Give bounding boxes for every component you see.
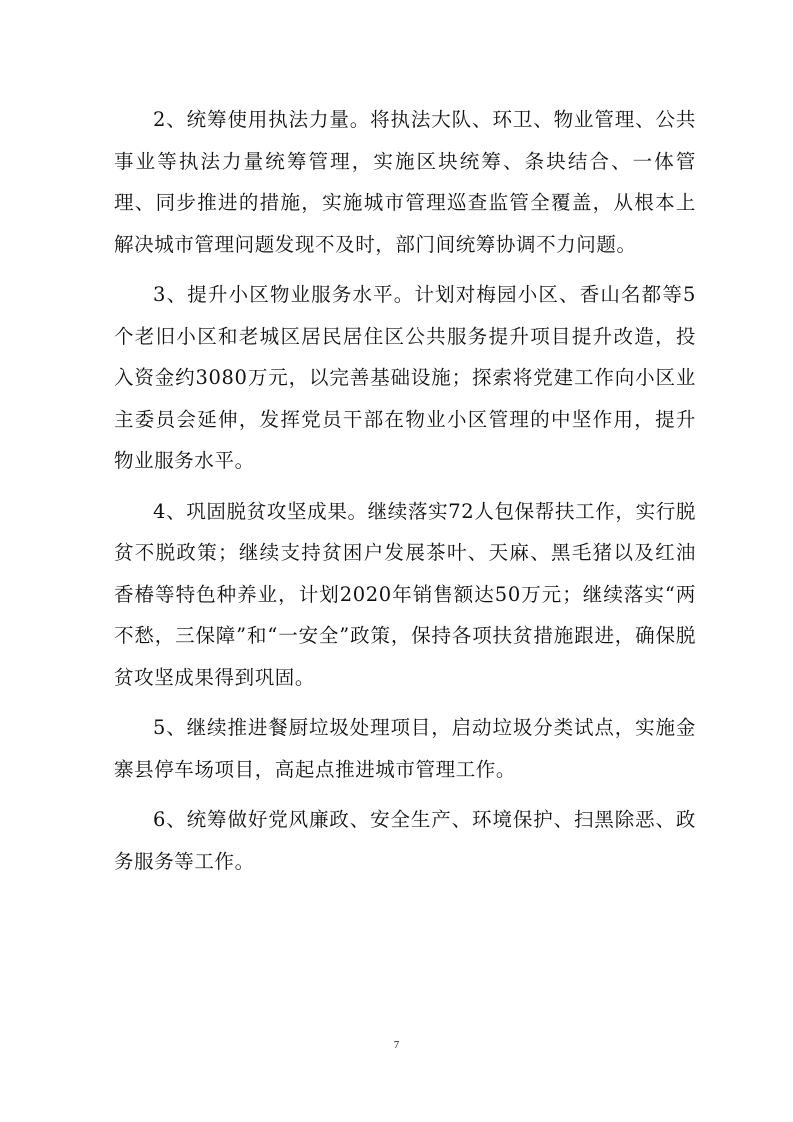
document-body bbox=[114, 99, 696, 891]
paragraph-property-service: 3、提升小区物业服务水平。计划对梅园小区、香山名都等5个老旧小区和老城区居民居住区公共服务提升项目提升改造，投入资金约3080万元，以完善基础设施；探索将党建工作向小区业主委员会延伸，发挥党员干部在物业小区管理的中坚作用，提升物业服务水平。 bbox=[114, 283, 696, 472]
page-number: 7 bbox=[393, 1040, 400, 1051]
paragraph-kitchen-waste-project: 5、继续推进餐厨垃圾处理项目，启动垃圾分类试点，实施金寨县停车场项目，高起点推进城市管理工作。 bbox=[114, 716, 696, 781]
paragraph-poverty-alleviation: 4、巩固脱贫攻坚成果。继续落实72人包保帮扶工作，实行脱贫不脱政策；继续支持贫困户发展茶叶、天麻、黑毛猪以及红油香椿等特色种养业，计划2020年销售额达50万元；继续落实“两不愁，三保障”和“一安全”政策，保持各项扶贫措施跟进，确保脱贫攻坚成果得到巩固。 bbox=[114, 499, 696, 689]
paragraph-enforcement-coordination: 2、统筹使用执法力量。将执法大队、环卫、物业管理、公共事业等执法力量统筹管理，实施区块统筹、条块结合、一体管理、同步推进的措施，实施城市管理巡查监管全覆盖，从根本上解决城市管理问题发现不及时，部门间统筹协调不力问题。 bbox=[114, 108, 696, 256]
paragraph-overall-coordination: 6、统筹做好党风廉政、安全生产、环境保护、扫黑除恶、政务服务等工作。 bbox=[114, 808, 696, 873]
